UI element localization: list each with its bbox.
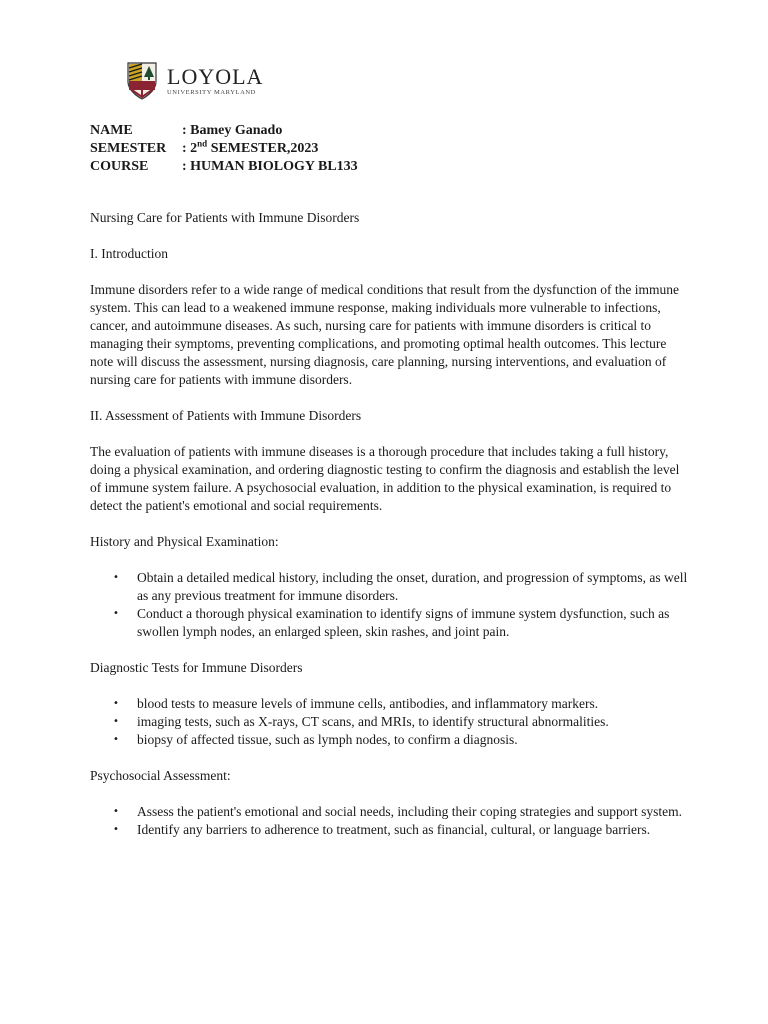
semester-label: SEMESTER: [90, 141, 167, 156]
student-info: [90, 122, 358, 176]
semester-value: [182, 140, 318, 158]
diagnostic-list: [90, 695, 690, 749]
course-label: COURSE: [90, 159, 149, 174]
university-logo: [127, 62, 263, 100]
course-value: : HUMAN BIOLOGY BL133: [182, 159, 358, 174]
list-item: • imaging tests, such as X-rays, CT scans, and MRIs, to identify structural abnormalities.: [90, 713, 690, 731]
semester-rest: SEMESTER,2023: [207, 141, 319, 156]
course-row: [90, 158, 358, 176]
semester-ordinal: nd: [197, 138, 208, 149]
semester-prefix: : 2: [182, 141, 198, 156]
intro-heading: I. Introduction: [90, 246, 168, 261]
name-row: [90, 122, 358, 140]
list-item: • Obtain a detailed medical history, including the onset, duration, and progression of symptoms, as well as any previous treatment for immune disorders.: [90, 569, 690, 605]
list-item: • blood tests to measure levels of immune cells, antibodies, and inflammatory markers.: [90, 695, 690, 713]
history-heading: History and Physical Examination:: [90, 534, 279, 549]
list-item: • Identify any barriers to adherence to treatment, such as financial, cultural, or language barriers.: [90, 821, 690, 839]
document-title: Nursing Care for Patients with Immune Disorders: [90, 210, 360, 225]
logo-wordmark: LOYOLA: [167, 63, 264, 89]
name-value: : Bamey Ganado: [182, 123, 283, 138]
psychosocial-list: [90, 803, 690, 839]
intro-paragraph: Immune disorders refer to a wide range of medical conditions that result from the dysfunction of the immune system. This can lead to a weakened immune response, making individuals more vulnerable to infections, cancer, and autoimmune diseases. As such, nursing care for patients with immune disorders is critical to managing their symptoms, preventing complications, and promoting optimal health outcomes. This lecture note will discuss the assessment, nursing diagnosis, care planning, nursing interventions, and evaluation of nursing care for patients with immune disorders.: [90, 282, 679, 387]
shield-crest-icon: [127, 62, 157, 100]
list-item: • Assess the patient's emotional and social needs, including their coping strategies and support system.: [90, 803, 690, 821]
assessment-heading: II. Assessment of Patients with Immune Disorders: [90, 408, 362, 423]
assessment-paragraph: The evaluation of patients with immune diseases is a thorough procedure that includes taking a full history, doing a physical examination, and ordering diagnostic testing to confirm the diagnosis and establish the level of immune system failure. A psychosocial evaluation, in addition to the physical examination, is required to detect the patient's emotional and social requirements.: [90, 444, 680, 513]
semester-row: [90, 140, 358, 158]
document-body: [90, 209, 690, 839]
history-list: [90, 569, 690, 641]
name-label: NAME: [90, 123, 133, 138]
psychosocial-heading: Psychosocial Assessment:: [90, 768, 231, 783]
list-item: • biopsy of affected tissue, such as lymph nodes, to confirm a diagnosis.: [90, 731, 690, 749]
diagnostic-heading: Diagnostic Tests for Immune Disorders: [90, 660, 303, 675]
list-item: • Conduct a thorough physical examination to identify signs of immune system dysfunction, such as swollen lymph nodes, an enlarged spleen, skin rashes, and joint pain.: [90, 605, 690, 641]
logo-subtitle: UNIVERSITY MARYLAND: [167, 88, 256, 96]
